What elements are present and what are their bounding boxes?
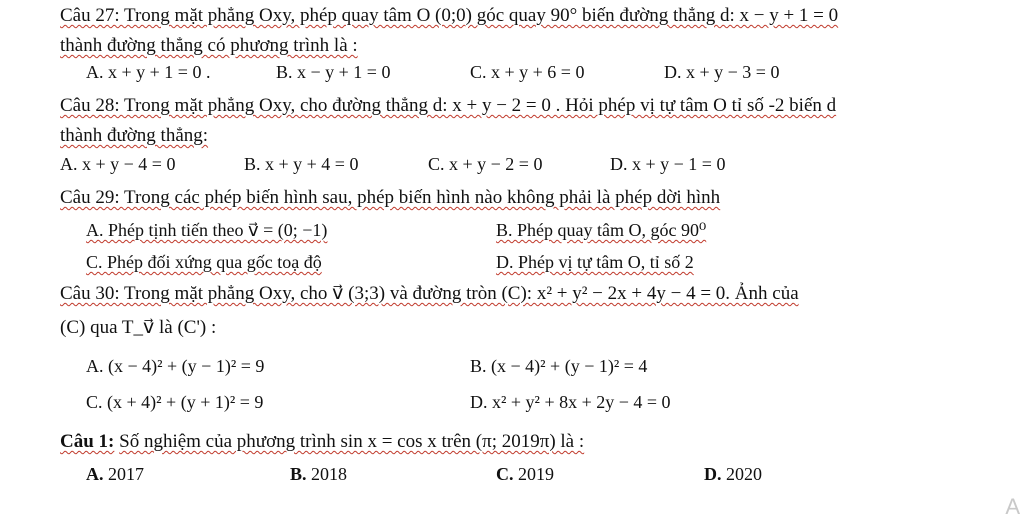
q1-option-a [86, 462, 144, 486]
q1-option-c [496, 462, 554, 486]
q1-option-b-label: B. [290, 464, 307, 484]
q28-option-b: B. x + y + 4 = 0 [244, 154, 359, 174]
q29-option-c: C. Phép đối xứng qua gốc toạ độ [86, 252, 322, 272]
q1-option-d-label: D. [704, 464, 722, 484]
q1-option-b-value: 2018 [311, 464, 348, 484]
q1-option-d-value: 2020 [726, 464, 762, 484]
q27-option-b: B. x − y + 1 = 0 [276, 62, 391, 82]
q1-stem: Số nghiệm của phương trình sin x = cos x trên (π; 2019π) là : [119, 431, 585, 452]
q1-option-a-value: 2017 [108, 464, 144, 484]
q28-option-d: D. x + y − 1 = 0 [610, 154, 726, 174]
q27-stem-line1: Câu 27: Trong mặt phẳng Oxy, phép quay tâm O (0;0) góc quay 90° biến đường thẳng d: x − y + 1 = 0 [60, 5, 839, 26]
q28-option-c: C. x + y − 2 = 0 [428, 154, 543, 174]
q27-stem-line2: thành đường thẳng có phương trình là : [60, 35, 358, 56]
q1-option-a-label: A. [86, 464, 104, 484]
q30-stem-line1: Câu 30: Trong mặt phẳng Oxy, cho v⃗ (3;3) và đường tròn (C): x² + y² − 2x + 4y − 4 = 0. Ảnh của [60, 283, 799, 304]
q1-label: Câu 1: [60, 431, 115, 452]
q28-option-a: A. x + y − 4 = 0 [60, 154, 176, 174]
q30-option-a: A. (x − 4)² + (y − 1)² = 9 [86, 356, 265, 376]
q27-option-c: C. x + y + 6 = 0 [470, 62, 585, 82]
q28-stem-line1: Câu 28: Trong mặt phẳng Oxy, cho đường thẳng d: x + y − 2 = 0 . Hỏi phép vị tự tâm O tỉ số -2 biến d [60, 95, 837, 116]
q29-option-d: D. Phép vị tự tâm O, tỉ số 2 [496, 252, 694, 272]
q30-stem-line2: (C) qua T_v⃗ là (C') : [60, 317, 217, 338]
q28-stem-line2: thành đường thẳng: [60, 125, 209, 146]
q29-stem: Câu 29: Trong các phép biến hình sau, phép biến hình nào không phải là phép dời hình [60, 187, 721, 208]
q1-option-c-label: C. [496, 464, 514, 484]
q27-option-a: A. x + y + 1 = 0 . [86, 62, 211, 82]
q29-option-a: A. Phép tịnh tiến theo v⃗ = (0; −1) [86, 220, 328, 240]
q1-option-c-value: 2019 [518, 464, 554, 484]
q30-option-c: C. (x + 4)² + (y + 1)² = 9 [86, 392, 264, 412]
corner-watermark: A [1005, 494, 1020, 519]
q30-option-d: D. x² + y² + 8x + 2y − 4 = 0 [470, 392, 671, 412]
q27-option-d: D. x + y − 3 = 0 [664, 62, 780, 82]
q1-option-d [704, 462, 762, 486]
q1-stem-row [60, 430, 584, 454]
q1-option-b [290, 462, 347, 486]
q30-option-b: B. (x − 4)² + (y − 1)² = 4 [470, 356, 648, 376]
q29-option-b: B. Phép quay tâm O, góc 90⁰ [496, 220, 707, 240]
